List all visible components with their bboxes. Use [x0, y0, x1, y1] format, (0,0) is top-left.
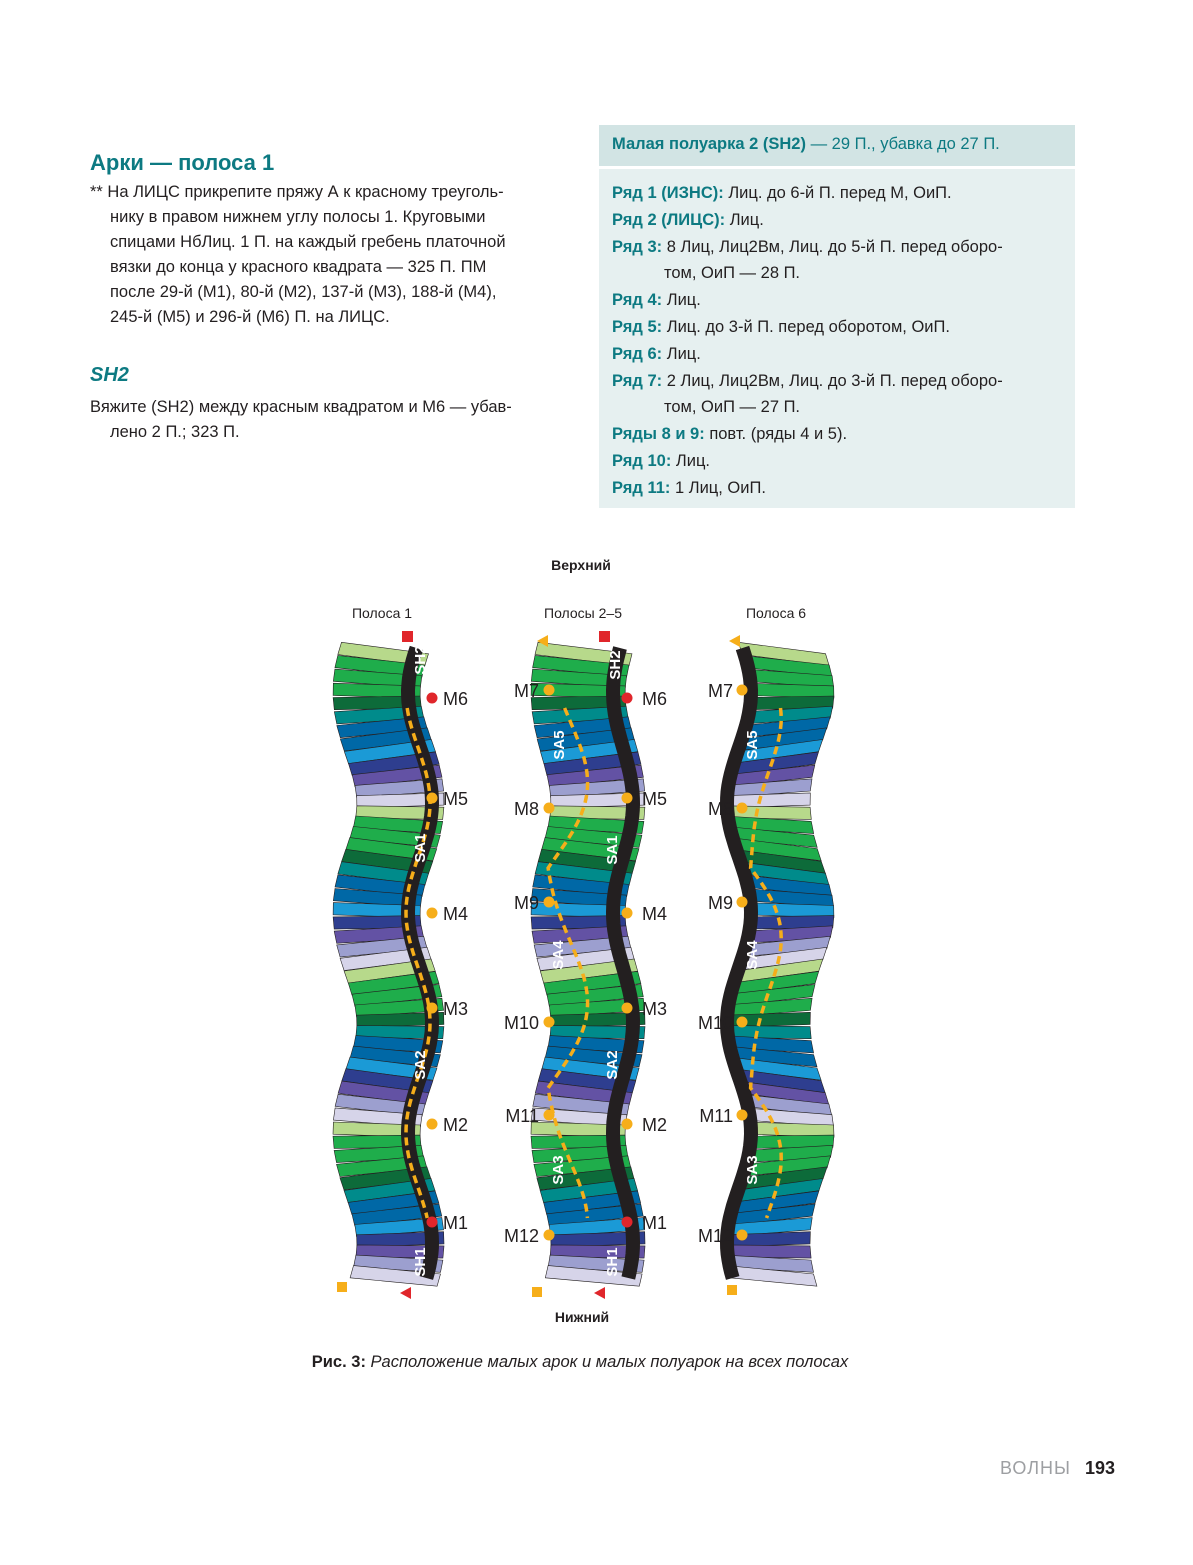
row-8-9: Ряды 8 и 9: повт. (ряды 4 и 5). [612, 425, 848, 444]
marker-label-left: М8 [707, 799, 733, 819]
section-label: SA5 [551, 730, 568, 760]
marker-dot [737, 803, 748, 814]
top-label: Верхний [551, 557, 611, 573]
marker-dot [544, 897, 555, 908]
strip-band [723, 1012, 810, 1027]
strips-diagram [0, 540, 1193, 1340]
marker-dot [427, 793, 438, 804]
marker-dot [737, 1110, 748, 1121]
start-triangle [400, 1287, 411, 1299]
marker-label-left: М7 [707, 681, 733, 701]
strip3-title: Полоса 6 [745, 605, 807, 621]
marker-dot [427, 1217, 438, 1228]
para2-line1: Вяжите (SH2) между красным квадратом и М6 — убав- [90, 398, 512, 416]
section-label: SH1 [604, 1247, 621, 1277]
marker-dot [544, 685, 555, 696]
footer-section: ВОЛНЫ [1000, 1458, 1071, 1478]
start-triangle [594, 1287, 605, 1299]
marker-label-left: М10 [697, 1013, 733, 1033]
para1-line4: вязки до конца у красного квадрата — 325 П. ПМ [110, 258, 487, 276]
page-number: 193 [1084, 1458, 1115, 1478]
section-label: SH2 [412, 645, 429, 675]
marker-label-right: М1 [642, 1213, 668, 1233]
strip2-title: Полосы 2–5 [544, 605, 622, 621]
marker-label-right: М2 [642, 1115, 668, 1135]
para1-line2: нику в правом нижнем углу полосы 1. Круговыми [110, 208, 486, 226]
marker-label-right: М2 [443, 1115, 469, 1135]
marker-label-left: М10 [503, 1013, 539, 1033]
paragraph-arches [90, 180, 560, 330]
para1-line3: спицами НбЛиц. 1 П. на каждый гребень платочной [110, 233, 506, 251]
marker-dot [427, 693, 438, 704]
marker-dot [544, 1230, 555, 1241]
marker-dot [544, 803, 555, 814]
strip-1 [333, 631, 468, 1299]
marker-label-left: М9 [707, 893, 733, 913]
section-label: SA4 [744, 940, 761, 970]
marker-label-right: М4 [642, 904, 668, 924]
section-label: SA2 [604, 1050, 621, 1080]
section-label: SA3 [550, 1155, 567, 1185]
marker-label-left: М11 [505, 1106, 539, 1126]
end-square [727, 1285, 737, 1295]
marker-dot [622, 793, 633, 804]
bottom-label: Нижний [554, 1309, 610, 1325]
start-square [599, 631, 610, 642]
strip-band [747, 683, 834, 698]
marker-label-right: М6 [642, 689, 668, 709]
marker-label-left: М12 [503, 1226, 539, 1246]
marker-dot [622, 1003, 633, 1014]
marker-dot [737, 897, 748, 908]
marker-label-right: М3 [443, 999, 469, 1019]
strip-6 [698, 635, 834, 1295]
marker-dot [544, 1110, 555, 1121]
marker-label-right: М3 [642, 999, 668, 1019]
end-square [532, 1287, 542, 1297]
box-header-rest: — 29 П., убавка до 27 П. [805, 135, 1000, 153]
row-3: Ряд 3: 8 Лиц, Лиц2Вм, Лиц. до 5-й П. перед оборо- том, ОиП — 28 П. [612, 237, 1003, 283]
section-label: SH2 [607, 650, 624, 680]
caption-bold: Рис. 3: [311, 1353, 366, 1371]
box-header-bold: Малая полуарка 2 (SH2) [612, 135, 806, 153]
section-label: SA2 [412, 1050, 429, 1080]
marker-label-right: М1 [443, 1213, 469, 1233]
row-10: Ряд 10: Лиц. [612, 451, 710, 470]
marker-label-left: М9 [513, 893, 539, 913]
row-6: Ряд 6: Лиц. [612, 344, 701, 363]
marker-label-right: М4 [443, 904, 469, 924]
row-11: Ряд 11: 1 Лиц, ОиП. [612, 478, 766, 497]
marker-dot [622, 1119, 633, 1130]
section-label: SA1 [412, 833, 429, 863]
section-label: SA3 [744, 1155, 761, 1185]
marker-dot [622, 908, 633, 919]
marker-dot [427, 908, 438, 919]
start-square [402, 631, 413, 642]
marker-dot [737, 685, 748, 696]
para1-line1: ** На ЛИЦС прикрепите пряжу А к красному треуголь- [90, 183, 504, 201]
marker-label-right: М5 [443, 789, 469, 809]
strip-2-5 [504, 631, 667, 1299]
marker-label-left: М7 [513, 681, 539, 701]
marker-dot [622, 1217, 633, 1228]
subsection-title: SH2 [90, 364, 129, 386]
marker-dot [737, 1230, 748, 1241]
section-label: SA5 [744, 730, 761, 760]
figure-caption [0, 1353, 1160, 1372]
page-footer [1000, 1458, 1115, 1479]
marker-dot [622, 693, 633, 704]
marker-dot [427, 1003, 438, 1014]
marker-dot [544, 1017, 555, 1028]
para1-line5: после 29-й (М1), 80-й (М2), 137-й (М3), 188-й (М4), [110, 283, 497, 301]
pattern-rows [612, 180, 1062, 502]
row-7: Ряд 7: 2 Лиц, Лиц2Вм, Лиц. до 3-й П. перед оборо- том, ОиП — 27 П. [612, 371, 1003, 417]
strip-band [723, 793, 810, 808]
row-4: Ряд 4: Лиц. [612, 291, 701, 310]
section-label: SA1 [604, 835, 621, 865]
paragraph-sh2 [90, 395, 560, 445]
marker-label-right: М5 [642, 789, 668, 809]
end-square [337, 1282, 347, 1292]
section-label: SH1 [412, 1247, 429, 1277]
row-5: Ряд 5: Лиц. до 3-й П. перед оборотом, ОиП. [612, 317, 950, 336]
marker-label-left: М11 [699, 1106, 733, 1126]
marker-label-left: М8 [513, 799, 539, 819]
section-label: SA4 [550, 940, 567, 970]
strip-band [747, 1122, 834, 1137]
marker-label-left: М12 [697, 1226, 733, 1246]
pattern-box-header [599, 125, 1075, 169]
marker-dot [427, 1119, 438, 1130]
caption-italic: Расположение малых арок и малых полуарок на всех полосах [365, 1353, 849, 1371]
para1-line6: 245-й (М5) и 296-й (М6) П. на ЛИЦС. [110, 308, 390, 326]
row-1: Ряд 1 (ИЗНС): Лиц. до 6-й П. перед М, ОиП. [612, 184, 952, 202]
corner-triangle [729, 635, 740, 647]
para2-line2: лено 2 П.; 323 П. [110, 423, 240, 441]
section-title: Арки — полоса 1 [90, 150, 275, 175]
strip-band [747, 903, 834, 918]
row-2: Ряд 2 (ЛИЦС): Лиц. [612, 210, 764, 229]
strip1-title: Полоса 1 [351, 605, 413, 621]
marker-label-right: М6 [443, 689, 469, 709]
marker-dot [737, 1017, 748, 1028]
